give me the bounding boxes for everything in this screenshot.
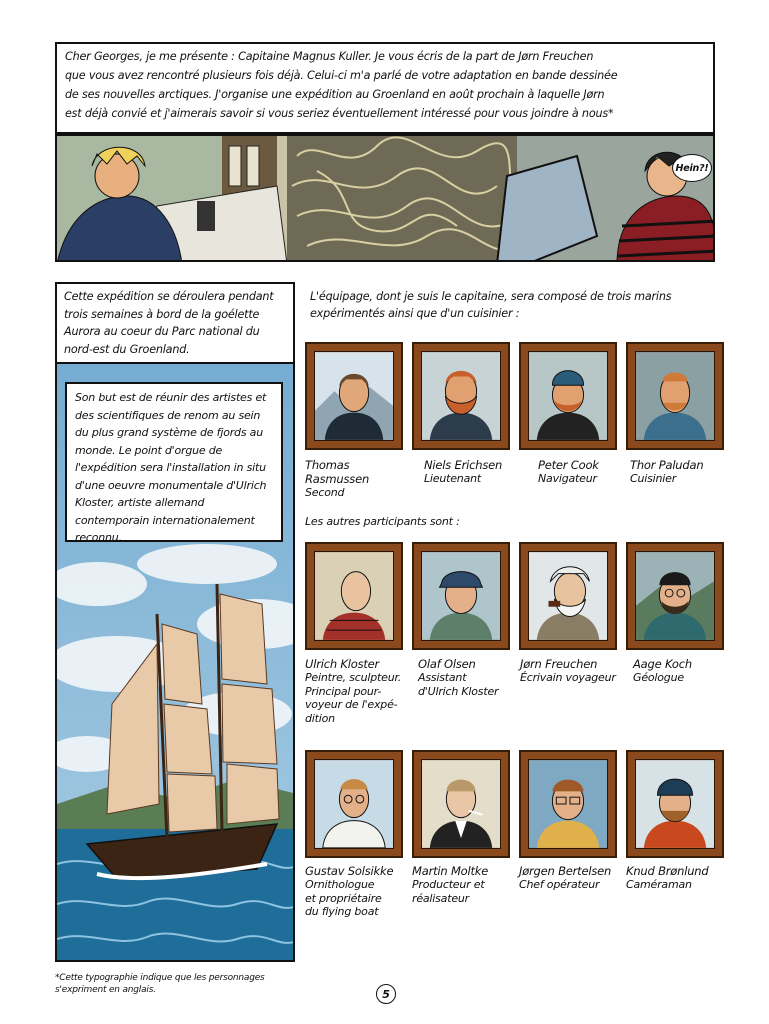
purpose-caption	[65, 382, 283, 542]
participant-caption-gustav-solsikke: Gustav Solsikke Ornithologue et propriétaire du flying boat	[305, 864, 394, 918]
participant-caption-jorgen-bertelsen: Jørgen Bertelsen Chef opérateur	[519, 864, 612, 891]
portrait-aage-koch	[636, 552, 714, 640]
crew-caption-niels-erichsen: Niels Erichsen Lieutenant	[424, 458, 503, 485]
portrait-thomas-rasmussen	[315, 352, 393, 440]
portrait-frame-peter-cook	[519, 342, 617, 450]
portrait-jorn-freuchen	[529, 552, 607, 640]
letter-line: est déjà convié et j'aimerais savoir si vous seriez éventuellement intéressé pour vous joindre à nous*	[65, 107, 614, 120]
portrait-ulrich-kloster	[315, 552, 393, 640]
portrait-frame-ulrich-kloster	[305, 542, 403, 650]
speech-bubble	[672, 154, 712, 182]
participant-caption-aage-koch: Aage Koch Géologue	[633, 657, 692, 684]
portrait-olaf-olsen	[422, 552, 500, 640]
portrait-knud-bronlund	[636, 760, 714, 848]
purpose-caption-text: Son but est de réunir des artistes et des scientifiques de renom au sein du plus grand système de fjords au monde. Le point d'orgue de l'expédition sera l'installation in situ d'une oeuvre monumentale d'Ulrich Kloster, artiste allemand contemporain internationalement reconnu.	[75, 391, 267, 544]
crew-caption-thor-paludan: Thor Paludan Cuisinier	[630, 458, 704, 485]
letter-caption	[55, 42, 715, 134]
footnote: *Cette typographie indique que les personnages s'expriment en anglais.	[55, 973, 265, 995]
portrait-frame-gustav-solsikke	[305, 750, 403, 858]
letter-line: que vous avez rencontré plusieurs fois déjà. Celui-ci m'a parlé de votre adaptation en bande dessinée	[65, 69, 618, 82]
portrait-jorgen-bertelsen	[529, 760, 607, 848]
page-number-badge	[376, 984, 396, 1004]
portrait-frame-thor-paludan	[626, 342, 724, 450]
participant-caption-olaf-olsen: Olaf Olsen Assistant d'Ulrich Kloster	[418, 657, 499, 698]
top-panel	[55, 134, 715, 262]
portrait-niels-erichsen	[422, 352, 500, 440]
portrait-frame-thomas-rasmussen	[305, 342, 403, 450]
office-scene-illustration	[57, 136, 715, 262]
portrait-frame-jorn-freuchen	[519, 542, 617, 650]
letter-line: Cher Georges, je me présente : Capitaine Magnus Kuller. Je vous écris de la part de Jørn Freuchen	[65, 50, 594, 63]
page-number: 5	[382, 987, 390, 1001]
crew-caption-thomas-rasmussen: Thomas Rasmussen Second	[305, 458, 370, 499]
portrait-peter-cook	[529, 352, 607, 440]
participant-caption-jorn-freuchen: Jørn Freuchen Écrivain voyageur	[520, 657, 616, 684]
participant-caption-ulrich-kloster: Ulrich Kloster Peintre, sculpteur. Principal pour- voyeur de l'expé- dition	[305, 657, 402, 725]
portrait-frame-olaf-olsen	[412, 542, 510, 650]
portrait-frame-martin-moltke	[412, 750, 510, 858]
others-intro: Les autres participants sont :	[305, 515, 460, 528]
portrait-frame-niels-erichsen	[412, 342, 510, 450]
portrait-frame-knud-bronlund	[626, 750, 724, 858]
portrait-martin-moltke	[422, 760, 500, 848]
speech-bubble-text: Hein?!	[675, 162, 709, 174]
participant-caption-knud-bronlund: Knud Brønlund Caméraman	[626, 864, 709, 891]
letter-line: de ses nouvelles arctiques. J'organise une expédition au Groenland en août prochain à laquelle Jørn	[65, 88, 605, 101]
participant-caption-martin-moltke: Martin Moltke Producteur et réalisateur	[412, 864, 489, 905]
portrait-frame-aage-koch	[626, 542, 724, 650]
portrait-frame-jorgen-bertelsen	[519, 750, 617, 858]
crew-intro: L'équipage, dont je suis le capitaine, sera composé de trois marins expérimentés ainsi que d'un cuisinier :	[310, 290, 672, 320]
portrait-thor-paludan	[636, 352, 714, 440]
portrait-gustav-solsikke	[315, 760, 393, 848]
expedition-caption-text: Cette expédition se déroulera pendant trois semaines à bord de la goélette Aurora au coeur du Parc national du nord-est du Groenland.	[64, 290, 274, 356]
crew-caption-peter-cook: Peter Cook Navigateur	[538, 458, 599, 485]
expedition-caption	[55, 282, 295, 364]
